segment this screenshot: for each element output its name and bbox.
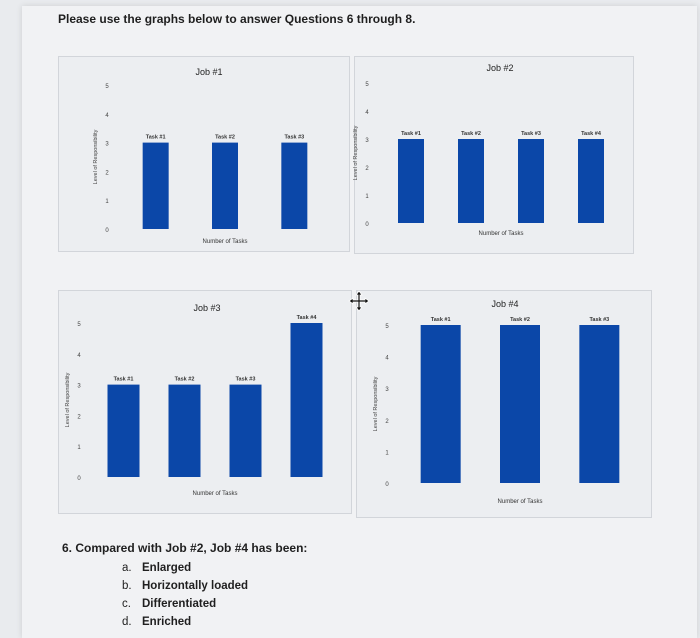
chart-title: Job #1	[195, 67, 223, 77]
bar	[578, 139, 604, 223]
bar-category-label: Task #3	[521, 131, 541, 137]
option-d[interactable]	[122, 613, 248, 631]
y-tick-label: 2	[365, 166, 369, 172]
option-letter: c.	[122, 598, 131, 610]
y-tick-label: 0	[105, 228, 109, 234]
option-a[interactable]	[122, 559, 248, 577]
y-tick-label: 0	[77, 476, 81, 482]
y-tick-label: 5	[365, 82, 369, 88]
chart-job-3-svg	[59, 291, 351, 513]
y-tick-label: 3	[105, 141, 109, 148]
option-letter: b.	[122, 580, 132, 592]
y-tick-label: 2	[105, 170, 109, 177]
x-axis-label: Number of Tasks	[478, 231, 524, 237]
chart-title: Job #2	[486, 63, 514, 73]
y-axis-label: Level of Responsibility	[353, 125, 359, 181]
y-tick-label: 2	[77, 414, 81, 421]
y-tick-label: 0	[385, 482, 389, 488]
bar-category-label: Task #1	[401, 131, 421, 137]
option-letter: a.	[122, 562, 132, 574]
chart-job-2	[354, 56, 634, 254]
bar-category-label: Task #1	[145, 134, 166, 141]
bar-category-label: Task #1	[430, 317, 451, 323]
option-text: Enriched	[142, 616, 192, 628]
bar	[212, 143, 238, 229]
x-axis-label: Number of Tasks	[497, 499, 543, 505]
question-6: 6. Compared with Job #2, Job #4 has been:	[62, 541, 308, 555]
y-axis-label: Level of Responsibility	[65, 372, 71, 428]
bar-category-label: Task #1	[113, 376, 134, 383]
chart-job-3	[58, 290, 352, 514]
bar	[458, 139, 484, 223]
option-b[interactable]	[122, 577, 248, 595]
y-tick-label: 5	[385, 324, 389, 330]
bar	[579, 325, 619, 483]
answer-options	[122, 559, 248, 631]
option-c[interactable]	[122, 595, 248, 613]
chart-job-4	[356, 290, 652, 518]
y-tick-label: 1	[77, 445, 81, 452]
y-tick-label: 5	[105, 84, 109, 90]
bar	[291, 323, 323, 477]
y-tick-label: 4	[385, 355, 389, 362]
y-tick-label: 2	[385, 418, 389, 425]
chart-job-2-svg	[355, 57, 633, 253]
bar	[169, 385, 201, 477]
y-tick-label: 3	[365, 138, 369, 144]
chart-job-4-svg	[357, 291, 651, 517]
bar	[500, 325, 540, 483]
bar-category-label: Task #4	[296, 315, 317, 321]
bar	[108, 385, 140, 477]
bar	[230, 385, 262, 477]
bar-category-label: Task #3	[589, 317, 610, 323]
bar-category-label: Task #3	[284, 134, 305, 141]
move-cursor-icon	[348, 290, 370, 312]
option-text: Enlarged	[142, 562, 192, 574]
x-axis-label: Number of Tasks	[192, 491, 238, 497]
chart-job-1	[58, 56, 350, 252]
bar-category-label: Task #2	[510, 317, 530, 323]
y-tick-label: 1	[105, 199, 109, 206]
bar	[281, 143, 307, 229]
y-axis-label: Level of Responsibility	[93, 129, 99, 185]
y-axis-label: Level of Responsibility	[373, 376, 379, 432]
option-letter: d.	[122, 616, 132, 628]
y-tick-label: 5	[77, 322, 81, 328]
option-text: Differentiated	[142, 598, 217, 610]
bar	[518, 139, 544, 223]
y-tick-label: 3	[385, 387, 389, 394]
chart-job-1-svg	[59, 57, 349, 251]
y-tick-label: 0	[365, 222, 369, 228]
bar-category-label: Task #2	[174, 376, 195, 383]
y-tick-label: 4	[77, 352, 81, 359]
bar-category-label: Task #2	[215, 134, 235, 141]
bar-category-label: Task #3	[235, 376, 256, 383]
bar	[421, 325, 461, 483]
y-tick-label: 4	[105, 112, 109, 119]
bar	[398, 139, 424, 223]
y-tick-label: 1	[385, 450, 389, 457]
option-text: Horizontally loaded	[142, 580, 249, 592]
bar	[143, 143, 169, 229]
y-tick-label: 3	[77, 383, 81, 390]
bar-category-label: Task #2	[461, 131, 481, 137]
y-tick-label: 4	[365, 110, 369, 116]
y-tick-label: 1	[365, 194, 369, 200]
chart-title: Job #3	[193, 303, 221, 313]
instructions-heading: Please use the graphs below to answer Questions 6 through 8.	[58, 12, 416, 26]
chart-title: Job #4	[491, 299, 519, 309]
x-axis-label: Number of Tasks	[202, 239, 248, 245]
bar-category-label: Task #4	[581, 131, 601, 137]
